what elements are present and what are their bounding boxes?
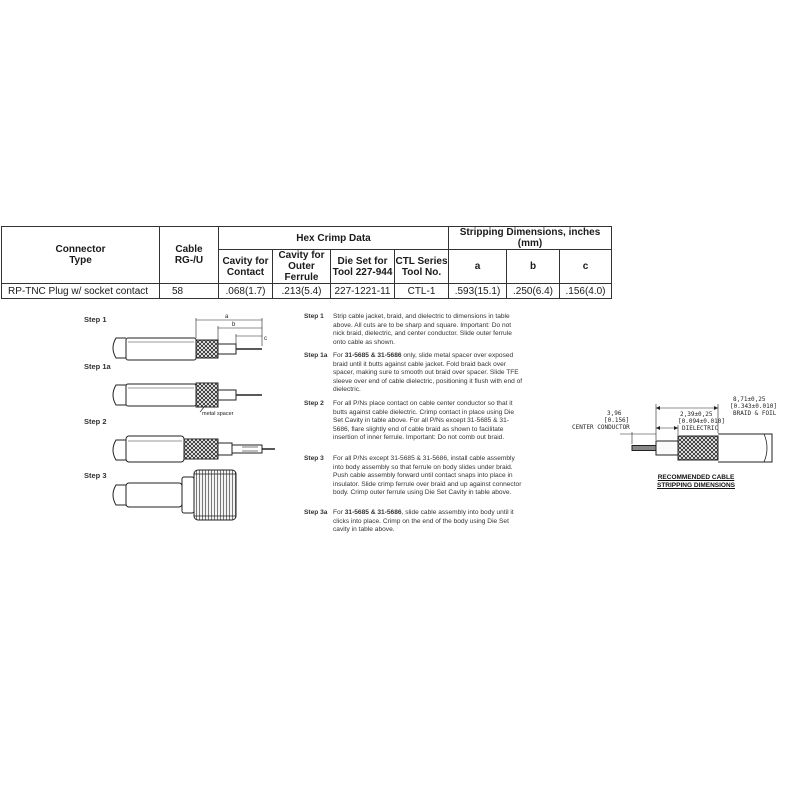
braid-label: BRAID & FOIL	[733, 410, 777, 417]
instruction-pre: For	[333, 352, 345, 359]
header-connector-type-text: Connector Type	[55, 244, 106, 266]
step-2-label: Step 2	[84, 417, 107, 426]
cell-a: .593(15.1)	[449, 284, 507, 299]
braid-dimension: 8,71±0,25	[733, 396, 766, 403]
cell-c: .156(4.0)	[560, 284, 612, 299]
cell-cable: 58	[160, 284, 219, 299]
step-3-label: Step 3	[84, 471, 107, 480]
header-cavity-ferrule-text: Cavity for Outer Ferrule	[278, 250, 325, 283]
header-c: c	[560, 250, 612, 284]
instruction-text: For all P/Ns except 31-5685 & 31-5686, install cable assembly into body assembly so that ferrule on body slides under braid. Push cable assembly forward until contact snaps into place in insulator. Slide crimp ferrule over braid and up against connector body. Crimp outer ferrule using Die Set Cavity in table above.	[333, 455, 522, 497]
instruction-label: Step 2	[304, 400, 324, 407]
header-ctl-series-text: CTL Series Tool No.	[395, 255, 448, 278]
header-cavity-contact-text: Cavity for Contact	[222, 255, 269, 278]
metal-spacer-label: metal spacer	[202, 411, 234, 417]
header-cable-text: Cable RG-/U	[174, 244, 204, 266]
step-1-label: Step 1	[84, 315, 107, 324]
header-a: a	[449, 250, 507, 284]
cell-ctl: CTL-1	[395, 284, 449, 299]
instruction-text: only, slide metal spacer over exposed braid until it butts against cable jacket. Fold braid back over spacer, making sure to smooth out braid over spacer. Slide TFE sleeve over end of cable dielectric, positioning it flush with end of dielectric.	[333, 352, 523, 394]
header-die-set-text: Die Set for Tool 227-944	[332, 255, 393, 278]
header-hex-crimp: Hex Crimp Data	[219, 227, 449, 250]
step-1a-label: Step 1a	[84, 362, 111, 371]
dielectric-dimension-inch: [0.094±0.010]	[678, 418, 725, 425]
cell-b: .250(6.4)	[507, 284, 560, 299]
cell-die-set: 227-1221-11	[331, 284, 395, 299]
center-conductor-dimension: 3,96	[607, 410, 622, 417]
header-b: b	[507, 250, 560, 284]
dielectric-label: DIELECTRIC	[682, 425, 719, 432]
instruction-label: Step 3a	[304, 509, 328, 516]
instruction-text: For all P/Ns place contact on cable center conductor so that it butts against cable dielectric. Crimp contact in place using Die Set Cavity in table above. For all P/Ns except 31-5685 & 31-5686, flare slightly end of cable braid as shown to facilitate insertion of inner ferrule. Important: Do not comb out braid.	[333, 400, 515, 442]
instruction-text: Strip cable jacket, braid, and dielectric to dimensions in table above. All cuts are to be sharp and square. Important: Do not nick braid, dielectric, and center conductor. Slide outer ferrule onto cable as shown.	[333, 313, 512, 346]
drawing-caption: RECOMMENDED CABLE STRIPPING DIMENSIONS	[656, 474, 735, 489]
braid-dimension-inch: [0.343±0.010]	[730, 403, 777, 410]
cell-cavity-ferrule: .213(5.4)	[273, 284, 331, 299]
instruction-label: Step 1a	[304, 352, 328, 359]
instruction-pre: For	[333, 509, 345, 516]
instruction-part-numbers: 31-5685 & 31-5686	[344, 509, 402, 516]
dim-a-label: a	[225, 314, 229, 320]
center-conductor-dimension-inch: [0.156]	[604, 417, 630, 424]
header-stripping: Stripping Dimensions, inches (mm)	[449, 227, 612, 250]
cell-connector: RP-TNC Plug w/ socket contact	[2, 284, 160, 299]
dim-b-label: b	[232, 322, 236, 328]
dielectric-dimension: 2,39±0,25	[680, 411, 713, 418]
instruction-label: Step 3	[304, 455, 324, 462]
instruction-label: Step 1	[304, 313, 324, 320]
center-conductor-label: CENTER CONDUCTOR	[572, 424, 630, 431]
dim-c-label: c	[264, 336, 267, 342]
cell-cavity-contact: .068(1.7)	[219, 284, 273, 299]
instruction-text: , slide cable assembly into body until it clicks into place. Crimp on the end of the body using Die Set cavity in table above.	[333, 509, 514, 534]
instruction-part-numbers: 31-5685 & 31-5686	[344, 352, 402, 359]
